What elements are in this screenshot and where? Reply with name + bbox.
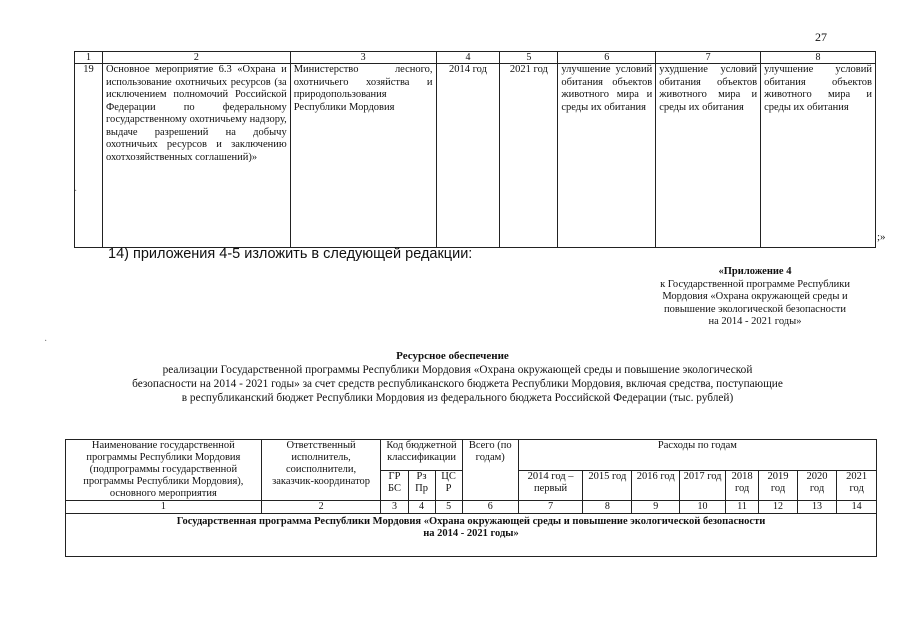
scan-speck: · [74, 186, 78, 197]
indicator-link: улучшение условий обитания объектов животного мира и среды их обитания [761, 64, 876, 248]
column-number: 3 [290, 52, 436, 64]
consequence: ухудшение условий обитания объектов животного мира и среды их обитания [656, 64, 761, 248]
column-number: 3 [381, 501, 408, 514]
expected-result: улучшение условий обитания объектов животного мира и среды их обитания [558, 64, 656, 248]
column-number: 14 [837, 501, 877, 514]
column-number: 7 [518, 501, 583, 514]
column-header-year: 2021 год [837, 470, 877, 501]
column-header-year: 2016 год [632, 470, 680, 501]
table-row [75, 64, 876, 248]
executor: Министерство лесного, охотничьего хозяйства и природопользования Республики Мордовия [290, 64, 436, 248]
scan-speck: · [44, 336, 48, 347]
table-closing-mark: ;» [877, 231, 886, 243]
program-title [66, 514, 877, 557]
column-header-name: Наименование государственной программы Республики Мордовия (подпрограммы государственной программы Республики Мордовия), основного мероприятия [66, 440, 262, 501]
column-number: 2 [102, 52, 290, 64]
column-header-year: 2018 год [725, 470, 758, 501]
page-number: 27 [815, 30, 827, 44]
column-number: 6 [558, 52, 656, 64]
resource-line: безопасности на 2014 - 2021 годы» за счет средств республиканского бюджета Республики Мордовия, включая средства, поступающие [132, 378, 783, 390]
measures-table [74, 51, 876, 248]
column-number: 8 [583, 501, 632, 514]
start-year: 2014 год [436, 64, 500, 248]
amendment-item-14: 14) приложения 4-5 изложить в следующей редакции: [108, 246, 473, 262]
column-header-total: Всего (по годам) [462, 440, 518, 501]
column-numbers-row [66, 501, 877, 514]
appendix-heading [640, 266, 870, 329]
column-header-year: 2020 год [797, 470, 837, 501]
appendix-line: к Государственной программе Республики [660, 278, 850, 290]
column-number: 12 [759, 501, 798, 514]
column-header-csr: ЦС Р [435, 470, 462, 501]
table-header-row [75, 52, 876, 64]
appendix-title: «Приложение 4 [718, 266, 792, 277]
measure-name: Основное мероприятие 6.3 «Охрана и использование охотничьих ресурсов (за исключением полномочий Российской Федерации по федеральному государственному охотничьему надзору, выдаче разрешений на добычу охотничьих ресурсов и заключению охотхозяйственных соглашений)» [102, 64, 290, 248]
column-number: 1 [75, 52, 103, 64]
column-number: 4 [408, 501, 435, 514]
appendix-line: Мордовия «Охрана окружающей среды и [662, 291, 848, 302]
column-number: 10 [680, 501, 726, 514]
column-header-year: 2019 год [759, 470, 798, 501]
column-header-year: 2014 год – первый [518, 470, 583, 501]
row-number: 19 [75, 64, 103, 248]
program-row [66, 514, 877, 557]
end-year: 2021 год [500, 64, 558, 248]
appendix-line: повышение экологической безопасности [664, 303, 846, 315]
column-header-year: 2015 год [583, 470, 632, 501]
column-number: 8 [761, 52, 876, 64]
column-header-rzpr: Рз Пр [408, 470, 435, 501]
column-number: 13 [797, 501, 837, 514]
column-number: 9 [632, 501, 680, 514]
column-number: 6 [462, 501, 518, 514]
column-header-year: 2017 год [680, 470, 726, 501]
column-number: 5 [500, 52, 558, 64]
column-number: 11 [725, 501, 758, 514]
column-header-grbs: ГР БС [381, 470, 408, 501]
column-number: 7 [656, 52, 761, 64]
program-title-line: Государственная программа Республики Мордовия «Охрана окружающей среды и повышение экологической безопасности [176, 516, 766, 527]
column-number: 2 [261, 501, 381, 514]
appendix-line: на 2014 - 2021 годы» [708, 316, 802, 327]
resource-description [60, 363, 855, 405]
column-number: 4 [436, 52, 500, 64]
resource-table [65, 439, 877, 557]
resource-line: реализации Государственной программы Республики Мордовия «Охрана окружающей среды и повышение экологической [162, 364, 753, 376]
column-number: 1 [66, 501, 262, 514]
column-header-years: Расходы по годам [518, 440, 876, 471]
column-header-executor: Ответственный исполнитель, соисполнители, заказчик-координатор [261, 440, 381, 501]
resource-title: Ресурсное обеспечение [396, 350, 509, 362]
resource-line: в республиканский бюджет Республики Мордовия из федерального бюджета Российской Федерации (тыс. рублей) [181, 392, 734, 404]
column-number: 5 [435, 501, 462, 514]
column-header-code: Код бюджетной классификации [381, 440, 462, 471]
program-title-line: на 2014 - 2021 годы» [423, 528, 519, 539]
table-header-row [66, 440, 877, 471]
